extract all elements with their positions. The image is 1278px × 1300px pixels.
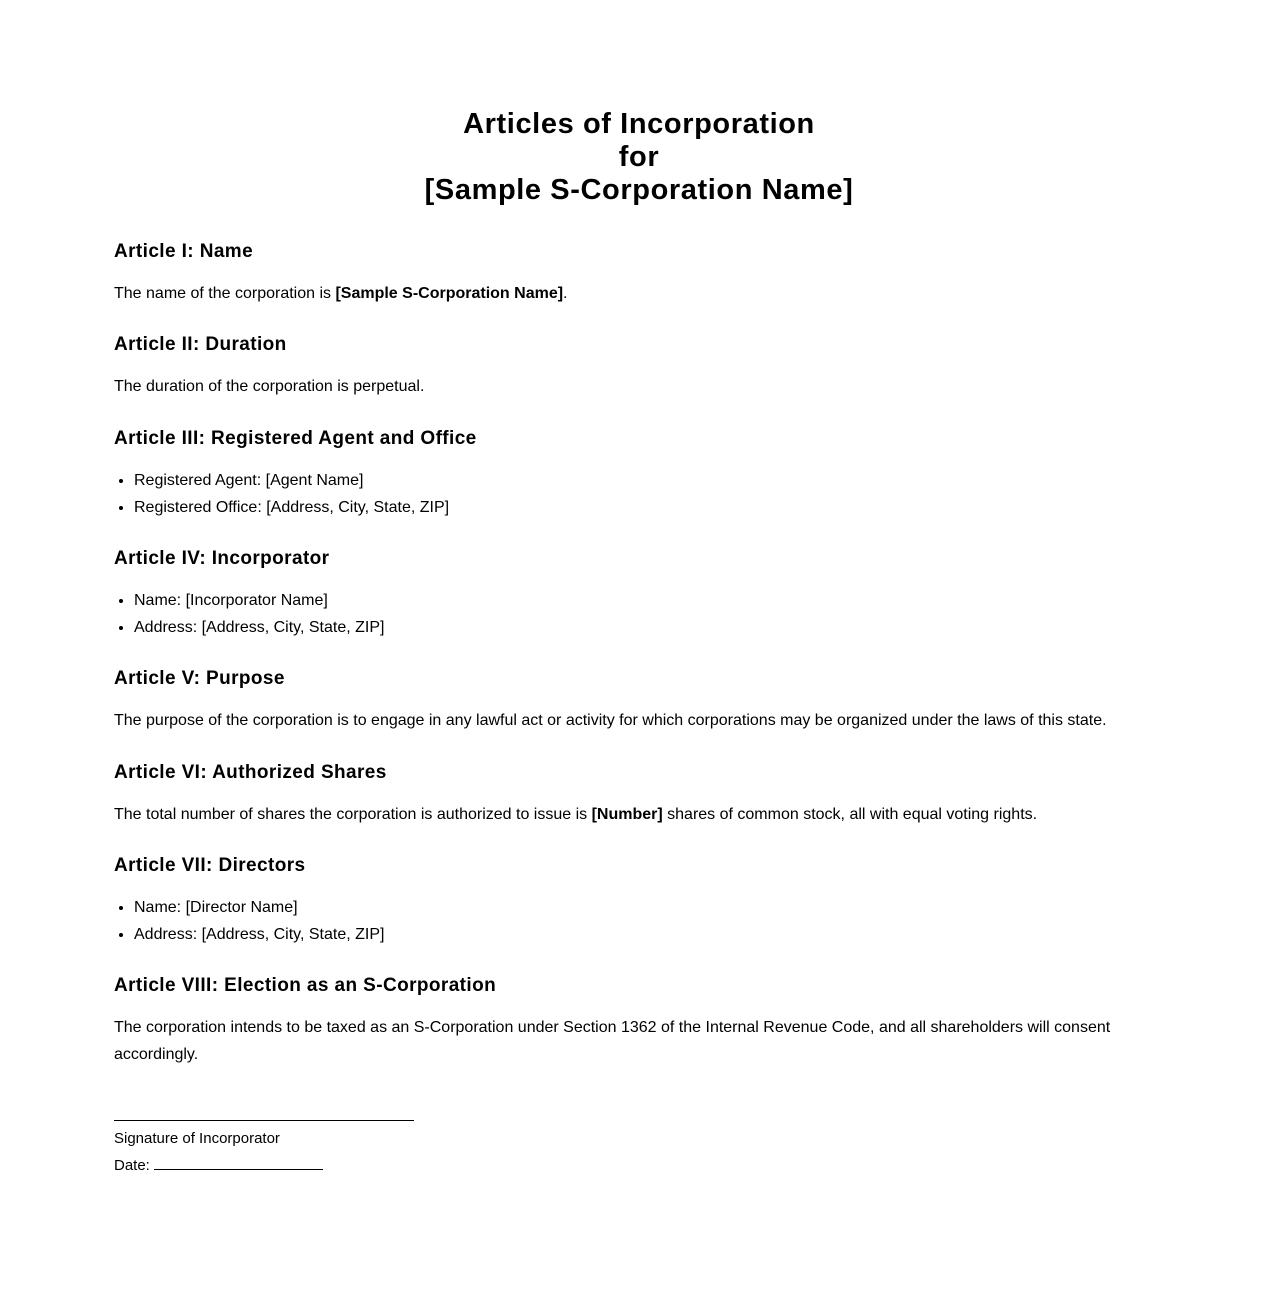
article-6-text: The total number of shares the corporation is authorized to issue is [Number] shares of common stock, all with equal voting rights. [114, 806, 1038, 823]
article-8-heading: Article VIII: Election as an S-Corporation [114, 975, 497, 996]
list-item: • Name: [Director Name] [134, 894, 384, 921]
title-line-1: Articles of Incorporation [463, 108, 815, 140]
article-2-heading: Article II: Duration [114, 334, 287, 355]
corporation-name: [Sample S-Corporation Name] [335, 285, 564, 302]
article-8-text: The corporation intends to be taxed as an S-Corporation under Section 1362 of the Internal Revenue Code, and all shareholders will consent accordingly. [114, 1019, 1111, 1063]
document-title [0, 108, 1278, 207]
title-line-3: [Sample S-Corporation Name] [424, 174, 854, 206]
article-7-heading: Article VII: Directors [114, 855, 306, 876]
title-line-2: for [618, 141, 660, 173]
list-item: • Registered Agent: [Agent Name] [134, 467, 449, 494]
share-number: [Number] [591, 806, 663, 823]
article-6-heading: Article VI: Authorized Shares [114, 762, 387, 783]
article-3-heading: Article III: Registered Agent and Office [114, 428, 477, 449]
article-5-heading: Article V: Purpose [114, 668, 285, 689]
signature-line[interactable] [114, 1120, 414, 1121]
list-item: • Address: [Address, City, State, ZIP] [134, 921, 384, 948]
article-2-text: The duration of the corporation is perpetual. [114, 378, 425, 395]
date-field [114, 1155, 323, 1174]
article-5-text: The purpose of the corporation is to engage in any lawful act or activity for which corporations may be organized under the laws of this state. [114, 712, 1107, 729]
list-item: • Name: [Incorporator Name] [134, 587, 384, 614]
date-line[interactable] [154, 1155, 323, 1170]
article-4-list [114, 587, 384, 641]
article-7-list [114, 894, 384, 948]
date-label: Date: [114, 1157, 150, 1174]
article-1-heading: Article I: Name [114, 241, 254, 262]
list-item: • Address: [Address, City, State, ZIP] [134, 614, 384, 641]
article-3-list [114, 467, 449, 521]
signature-label: Signature of Incorporator [114, 1130, 280, 1147]
article-1-text: The name of the corporation is [Sample S-Corporation Name]. [114, 285, 568, 302]
article-4-heading: Article IV: Incorporator [114, 548, 330, 569]
list-item: • Registered Office: [Address, City, State, ZIP] [134, 494, 449, 521]
